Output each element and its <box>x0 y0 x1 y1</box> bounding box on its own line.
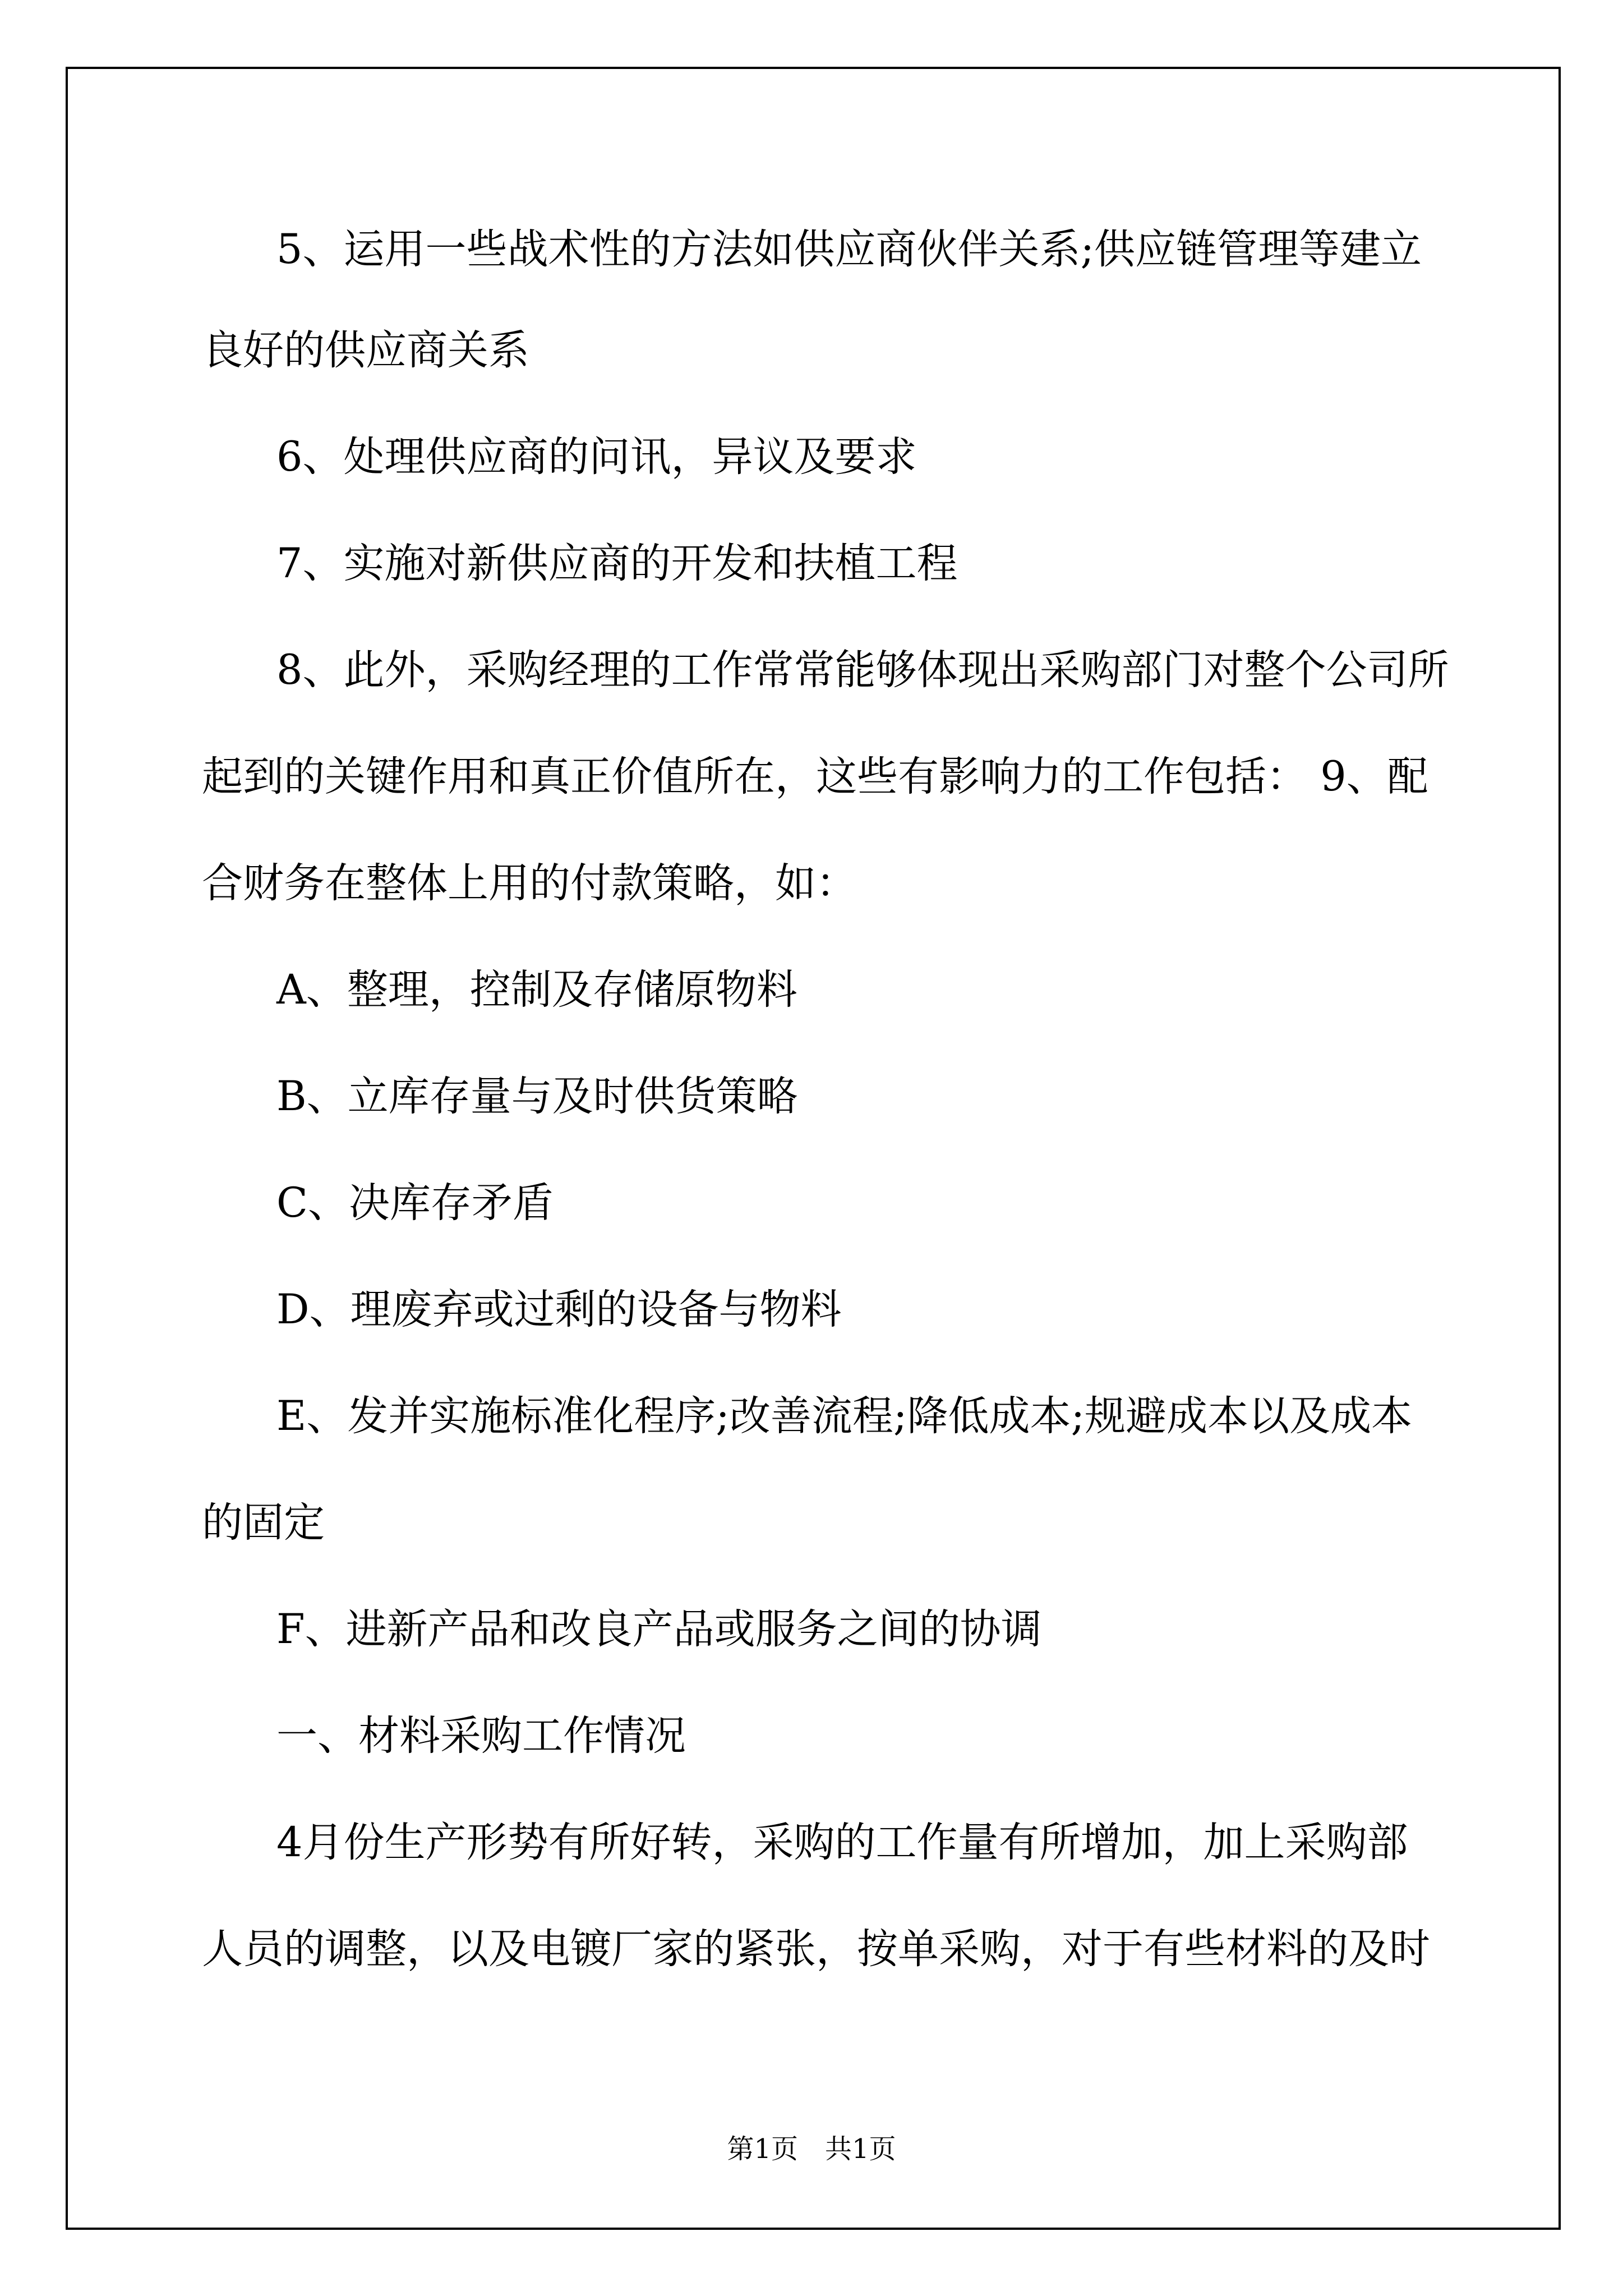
paragraph-line: B、立库存量与及时供货策略 <box>276 1073 798 1120</box>
paragraph-line: A、整理，控制及存储原物料 <box>276 966 797 1014</box>
paragraph-line: E、发并实施标准化程序;改善流程;降低成本;规避成本以及成本 <box>276 1392 1413 1440</box>
page-footer: 第1页 共1页 <box>727 2133 896 2165</box>
paragraph-line: 7、实施对新供应商的开发和扶植工程 <box>276 540 958 587</box>
paragraph-line: 8、此外，采购经理的工作常常能够体现出采购部门对整个公司所 <box>276 646 1449 694</box>
paragraph-line: 一、材料采购工作情况 <box>276 1712 686 1760</box>
paragraph-line: 良好的供应商关系 <box>202 326 529 374</box>
paragraph-line: 6、处理供应商的问讯，异议及要求 <box>276 433 917 481</box>
paragraph-line: 人员的调整，以及电镀厂家的紧张，按单采购，对于有些材料的及时 <box>202 1925 1430 1973</box>
paragraph-line: C、决库存矛盾 <box>276 1179 554 1227</box>
paragraph-line: D、理废弃或过剩的设备与物料 <box>276 1286 842 1333</box>
paragraph-line: 合财务在整体上用的付款策略，如： <box>202 859 857 907</box>
paragraph-line: 的固定 <box>202 1499 325 1547</box>
paragraph-line: 4月份生产形势有所好转，采购的工作量有所增加，加上采购部 <box>276 1819 1408 1866</box>
paragraph-line: 起到的关键作用和真正价值所在，这些有影响力的工作包括： 9、配 <box>202 753 1428 800</box>
paragraph-line: 5、运用一些战术性的方法如供应商伙伴关系;供应链管理等建立 <box>276 226 1422 273</box>
page-border <box>66 67 1561 2230</box>
paragraph-line: F、进新产品和改良产品或服务之间的协调 <box>276 1605 1042 1653</box>
